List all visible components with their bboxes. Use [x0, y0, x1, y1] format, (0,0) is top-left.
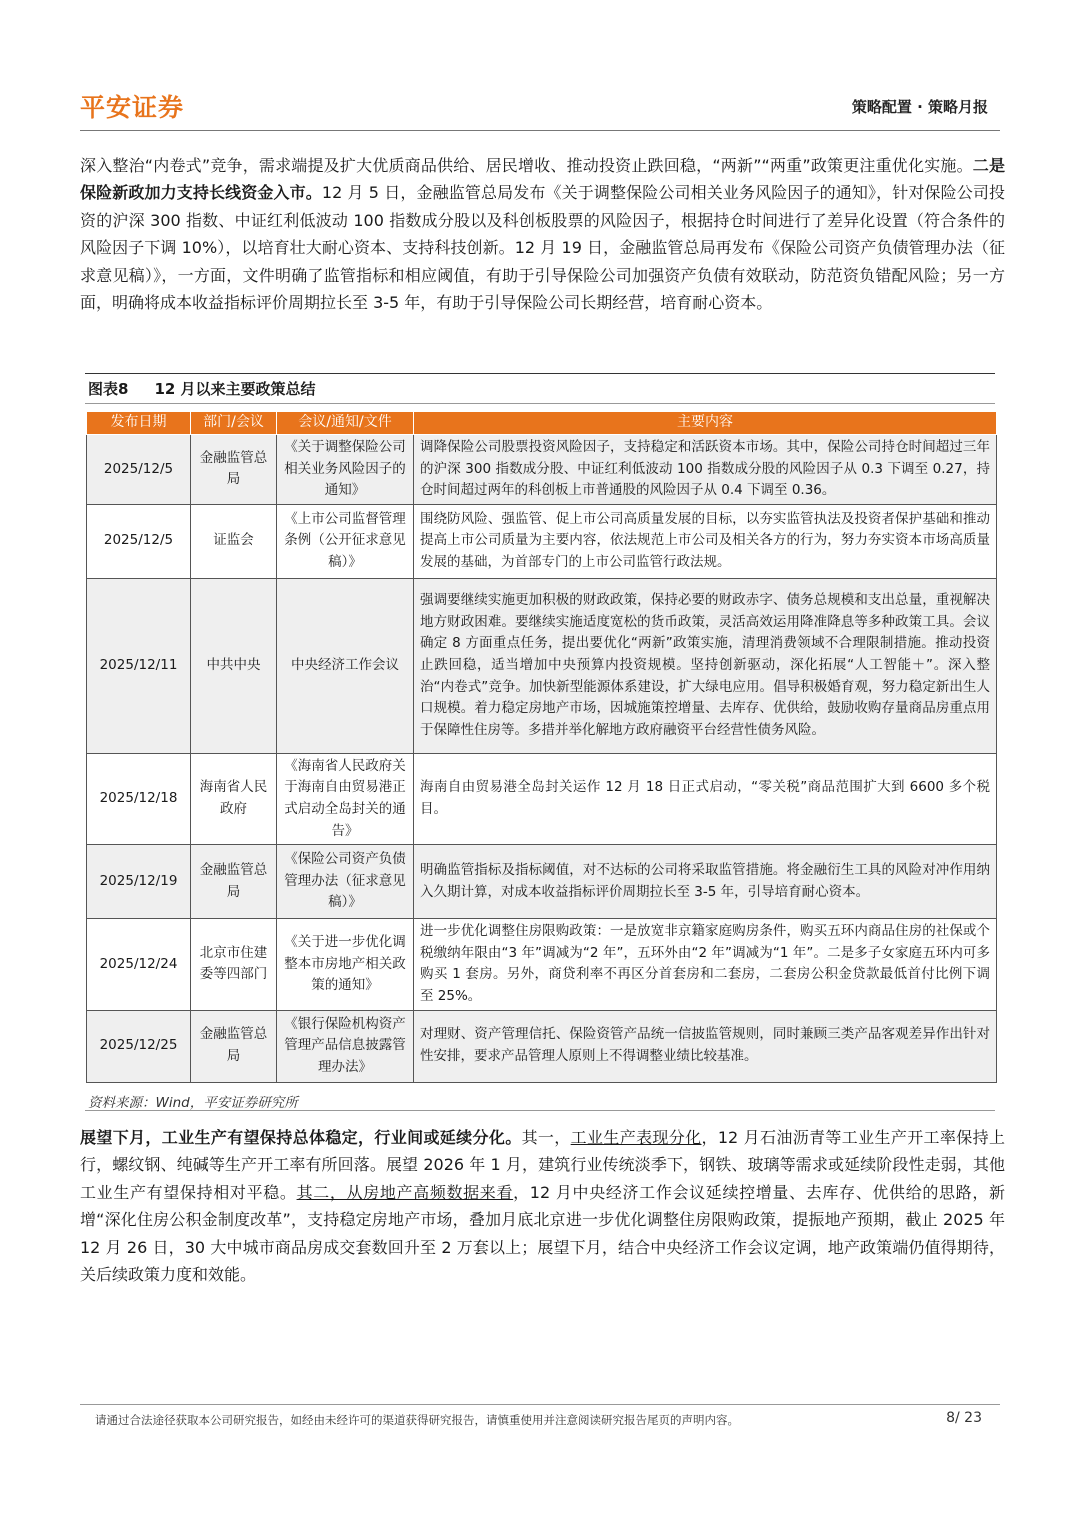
- cell-doc: 中央经济工作会议: [277, 578, 414, 753]
- cell-doc: 《海南省人民政府关于海南自由贸易港正式启动全岛封关的通告》: [277, 753, 414, 844]
- cell-content: 海南自由贸易港全岛封关运作 12 月 18 日正式启动，“零关税”商品范围扩大到 6600 多个税目。: [414, 753, 997, 844]
- cell-dept: 金融监管总局: [191, 845, 277, 919]
- policy-table: [86, 411, 997, 1083]
- figure-bottom-rule: [85, 1110, 995, 1111]
- para2-text-c: ，12 月中央经济工作会议延续控增量、去库存、优供给的思路，新增“深化住房公积金制度改革”，支持稳定房地产市场，叠加月底北京进一步优化调整住房限购政策，提振地产预期，截止 2025 年 12 月 26 日，30 大中城市商品房成交套数回升至 2 万套以上；展望下月，结合中央经济工作会议定调，地产政策端仍值得期待，关后续政策力度和效能。: [80, 1182, 1005, 1285]
- intro-paragraph: [80, 152, 1005, 316]
- para2-underline-b: 其二，从房地产高频数据来看: [296, 1182, 514, 1202]
- cell-dept: 证监会: [191, 504, 277, 578]
- cell-content: 明确监管指标及指标阈值，对不达标的公司将采取监管措施。将金融衍生工具的风险对冲作用纳入久期计算，对成本收益指标评价周期拉长至 3-5 年，引导培育耐心资本。: [414, 845, 997, 919]
- cell-doc: 《关于进一步优化调整本市房地产相关政策的通知》: [277, 919, 414, 1010]
- cell-content: 强调要继续实施更加积极的财政政策，保持必要的财政赤字、债务总规模和支出总量，重视解决地方财政困难。要继续实施适度宽松的货币政策，灵活高效运用降准降息等多种政策工具。会议确定 8 方面重点任务，提出要优化“两新”政策实施，清理消费领域不合理限制措施。推动投资止跌回稳，适当增加中央预算内投资规模。坚持创新驱动，深化拓展“人工智能＋”。深入整治“内卷式”竞争。加快新型能源体系建设，扩大绿电应用。倡导积极婚育观，努力稳定新出生人口规模。着力稳定房地产市场，因城施策控增量、去库存、优供给，鼓励收购存量商品房重点用于保障性住房等。多措并举化解地方政府融资平台经营性债务风险。: [414, 578, 997, 753]
- footer-disclaimer: 请通过合法途径获取本公司研究报告，如经由未经许可的渠道获得研究报告，请慎重使用并注意阅读研究报告尾页的声明内容。: [95, 1413, 739, 1427]
- cell-date: 2025/12/24: [87, 919, 191, 1010]
- table-row: [87, 845, 997, 919]
- cell-content: 进一步优化调整住房限购政策：一是放宽非京籍家庭购房条件，购买五环内商品住房的社保或个税缴纳年限由“3 年”调减为“2 年”，五环外由“2 年”调减为“1 年”。二是多子女家庭五环内可多购买 1 套房。另外，商贷利率不再区分首套房和二套房，二套房公积金贷款最低首付比例下调至 25%。: [414, 919, 997, 1010]
- table-row: [87, 504, 997, 578]
- cell-dept: 金融监管总局: [191, 1010, 277, 1082]
- page-number: 8/ 23: [946, 1410, 982, 1426]
- cell-content: 调降保险公司股票投资风险因子，支持稳定和活跃资本市场。其中，保险公司持仓时间超过三年的沪深 300 指数成分股、中证红利低波动 100 指数成分股的风险因子从 0.3 下调至 0.27，持仓时间超过两年的科创板上市普通股的风险因子从 0.4 下调至 0.36。: [414, 435, 997, 505]
- header-divider: [80, 130, 1000, 131]
- col-header-date: 发布日期: [87, 412, 191, 435]
- figure-source: 资料来源：Wind，平安证券研究所: [88, 1095, 298, 1111]
- figure-number: 图表8: [88, 380, 129, 398]
- cell-doc: 《保险公司资产负债管理办法（征求意见稿）》: [277, 845, 414, 919]
- para1-text-b: 12 月 5 日，金融监管总局发布《关于调整保险公司相关业务风险因子的通知》，针对保险公司投资的沪深 300 指数、中证红利低波动 100 指数成分股以及科创板股票的风险因子，根据持仓时间进行了差异化设置（符合条件的风险因子下调 10%），以培育壮大耐心资本、支持科技创新。12 月 19 日，金融监管总局再发布《保险公司资产负债管理办法（征求意见稿）》，一方面，文件明确了监管指标和相应阈值，有助于引导保险公司加强资产负债有效联动，防范资负错配风险；另一方面，明确将成本收益指标评价周期拉长至 3-5 年，有助于引导保险公司长期经营，培育耐心资本。: [80, 183, 1005, 313]
- cell-dept: 北京市住建委等四部门: [191, 919, 277, 1010]
- para2-text-a: 其一，: [521, 1128, 571, 1147]
- cell-date: 2025/12/25: [87, 1010, 191, 1082]
- cell-date: 2025/12/5: [87, 435, 191, 505]
- para2-text-b: ，12 月石油沥青等工业生产开工率保持上行，螺纹钢、纯碱等生产开工率有所回落。展望 2026 年 1 月，建筑行业传统淡季下，钢铁、玻璃等需求或延续阶段性走弱，其他工业生产有望保持相对平稳。: [80, 1128, 1005, 1202]
- table-header-row: [87, 412, 997, 435]
- table-row: [87, 1010, 997, 1082]
- figure-caption: 12 月以来主要政策总结: [154, 380, 316, 398]
- table-row: [87, 753, 997, 844]
- cell-dept: 中共中央: [191, 578, 277, 753]
- col-header-doc: 会议/通知/文件: [277, 412, 414, 435]
- cell-doc: 《银行保险机构资产管理产品信息披露管理办法》: [277, 1010, 414, 1082]
- table-row: [87, 435, 997, 505]
- para1-text-a: 深入整治“内卷式”竞争，需求端提及扩大优质商品供给、居民增收、推动投资止跌回稳，“两新”“两重”政策更注重优化实施。: [80, 156, 973, 175]
- cell-content: 对理财、资产管理信托、保险资管产品统一信披监管规则，同时兼顾三类产品客观差异作出针对性安排，要求产品管理人原则上不得调整业绩比较基准。: [414, 1010, 997, 1082]
- col-header-content: 主要内容: [414, 412, 997, 435]
- col-header-dept: 部门/会议: [191, 412, 277, 435]
- figure-top-rule: [85, 373, 995, 374]
- cell-date: 2025/12/19: [87, 845, 191, 919]
- para2-bold-lead: 展望下月，工业生产有望保持总体稳定，行业间或延续分化。: [80, 1128, 522, 1147]
- figure-title-rule: [85, 403, 995, 404]
- outlook-paragraph: [80, 1124, 1005, 1288]
- report-type: 策略配置 · 策略月报: [851, 98, 988, 116]
- cell-date: 2025/12/5: [87, 504, 191, 578]
- table-row: [87, 578, 997, 753]
- page-header: [80, 88, 1000, 132]
- cell-doc: 《上市公司监督管理条例（公开征求意见稿）》: [277, 504, 414, 578]
- company-logo: 平安证券: [80, 93, 185, 122]
- footer-divider: [80, 1404, 1000, 1405]
- cell-date: 2025/12/11: [87, 578, 191, 753]
- para1-bold-lead: 二是保险新政加力支持长线资金入市。: [80, 156, 1005, 203]
- cell-doc: 《关于调整保险公司相关业务风险因子的通知》: [277, 435, 414, 505]
- table-row: [87, 919, 997, 1010]
- cell-content: 围绕防风险、强监管、促上市公司高质量发展的目标，以夯实监管执法及投资者保护基础和推动提高上市公司质量为主要内容，依法规范上市公司及相关各方的行为，努力夯实资本市场高质量发展的基础，为首部专门的上市公司监管行政法规。: [414, 504, 997, 578]
- figure-title: [88, 378, 316, 399]
- cell-dept: 海南省人民政府: [191, 753, 277, 844]
- cell-date: 2025/12/18: [87, 753, 191, 844]
- cell-dept: 金融监管总局: [191, 435, 277, 505]
- para2-underline-a: 工业生产表现分化: [570, 1128, 702, 1147]
